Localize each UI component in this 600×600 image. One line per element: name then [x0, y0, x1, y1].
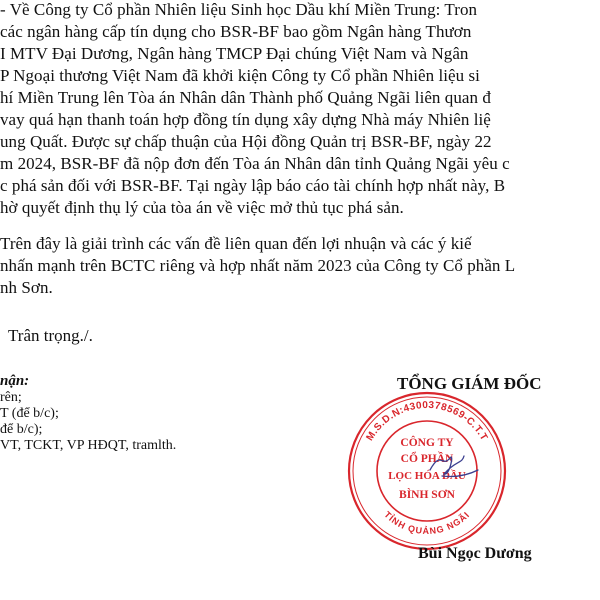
recipient-item: VT, TCKT, VP HĐQT, tramlth. — [0, 438, 177, 453]
signature-title: TỔNG GIÁM ĐỐC — [397, 374, 542, 393]
seal-ring-text: M.S.D.N:4300378569-C.T.T — [364, 399, 490, 443]
body-line: các ngân hàng cấp tín dụng cho BSR-BF bao gồm Ngân hàng Thươn — [0, 22, 472, 41]
seal-center-line: BÌNH SƠN — [399, 489, 455, 501]
recipient-item: để b/c); — [0, 422, 43, 437]
svg-text:TỈNH QUẢNG NGÃI — [382, 509, 472, 536]
body-line: hờ quyết định thụ lý của tòa án về việc mở thủ tục phá sản. — [0, 198, 404, 217]
recipient-item: T (để b/c); — [0, 406, 59, 421]
body-line: nhấn mạnh trên BCTC riêng và hợp nhất năm 2023 của Công ty Cổ phần L — [0, 256, 516, 275]
body-line: vay quá hạn thanh toán hợp đồng tín dụng xây dựng Nhà máy Nhiên liệ — [0, 110, 491, 129]
recipients-block — [0, 373, 260, 454]
seal-ring-bottom: TỈNH QUẢNG NGÃI — [382, 509, 472, 537]
body-line: m 2024, BSR-BF đã nộp đơn đến Tòa án Nhân dân tỉnh Quảng Ngãi yêu c — [0, 154, 510, 173]
signer-name: Bùi Ngọc Dương — [418, 545, 532, 562]
body-line: Trên đây là giải trình các vấn đề liên quan đến lợi nhuận và các ý kiế — [0, 234, 472, 253]
closing-salutation: Trân trọng./. — [8, 326, 93, 345]
body-line: P Ngoại thương Việt Nam đã khởi kiện Công ty Cổ phần Nhiên liệu si — [0, 66, 480, 85]
body-line: c phá sản đối với BSR-BF. Tại ngày lập báo cáo tài chính hợp nhất này, B — [0, 176, 506, 195]
recipients-heading: nận: — [0, 373, 30, 389]
body-line: hí Miền Trung lên Tòa án Nhân dân Thành phố Quảng Ngãi liên quan đ — [0, 88, 491, 107]
seal-center-line: CÔNG TY — [400, 437, 454, 449]
recipient-item: rên; — [0, 390, 22, 405]
body-line: - Về Công ty Cổ phần Nhiên liệu Sinh học Dầu khí Miền Trung: Tron — [0, 0, 478, 19]
body-line: ung Quất. Được sự chấp thuận của Hội đồng Quản trị BSR-BF, ngày 22 — [0, 132, 492, 151]
body-line: nh Sơn. — [0, 278, 53, 297]
seal-center-line: LỌC HÓA DẦU — [388, 470, 466, 482]
company-seal — [346, 390, 508, 552]
seal-center-line: CỔ PHẦN — [400, 453, 454, 465]
body-line: I MTV Đại Dương, Ngân hàng TMCP Đại chúng Việt Nam và Ngân — [0, 44, 469, 63]
